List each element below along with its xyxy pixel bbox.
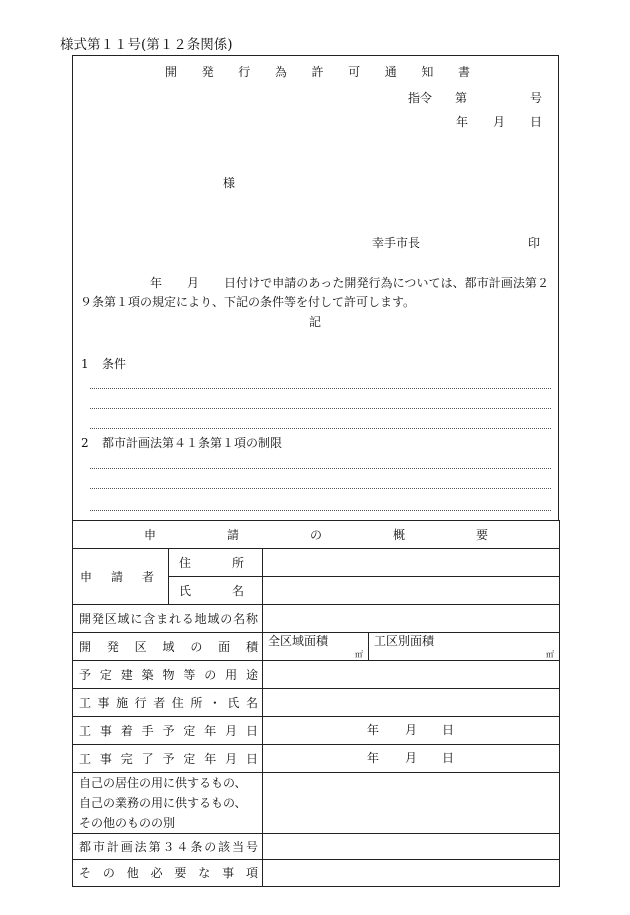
section-2-dotted-line (90, 488, 551, 489)
section-area-label: 工区別面積 (374, 634, 435, 648)
applicant-address-value (263, 549, 560, 577)
summary-header-row (73, 521, 560, 549)
contractor-row (73, 689, 560, 717)
section-2-number: 2 (81, 436, 89, 450)
addressee-honorific: 様 (223, 176, 236, 190)
article34-label: 都市計画法第３４条の該当号 (79, 839, 258, 854)
ki-heading: 記 (309, 315, 322, 329)
applicant-label: 申請者 (80, 569, 154, 584)
start-date-month: 月 (405, 723, 418, 737)
issue-date-year: 年 (456, 115, 469, 129)
applicant-address-row (73, 549, 560, 577)
section-area-unit: ㎡ (546, 650, 555, 659)
start-date-label-cell (73, 717, 263, 745)
area-name-label-cell (73, 605, 263, 633)
form-number: 様式第１１号(第１２条関係) (60, 37, 233, 53)
application-summary-table (72, 520, 560, 887)
building-use-label: 予定建築物等の用途 (79, 667, 258, 682)
section-1-number: 1 (81, 357, 89, 371)
completion-date-value (263, 745, 560, 773)
completion-date-day: 日 (442, 751, 455, 765)
article34-label-cell (73, 834, 263, 860)
contractor-label: 工事施行者住所・氏名 (79, 695, 258, 710)
total-area-cell (263, 633, 369, 661)
issuer-name: 幸手市長 (372, 236, 421, 250)
building-use-value (263, 661, 560, 689)
completion-date-label-cell (73, 745, 263, 773)
area-name-row (73, 605, 560, 633)
building-use-label-cell (73, 661, 263, 689)
use-category-value (263, 773, 560, 834)
body-line-2: ９条第１項の規定により、下記の条件等を付して許可します。 (80, 295, 416, 309)
area-size-label: 開発区域の面積 (79, 639, 258, 654)
completion-date-row (73, 745, 560, 773)
use-category-line-1: 自己の居住の用に供するもの、 (79, 776, 247, 790)
start-date-value (263, 717, 560, 745)
section-1-title: 条件 (102, 357, 127, 371)
use-category-line-2: 自己の業務の用に供するもの、 (79, 796, 247, 810)
start-date-day: 日 (442, 723, 455, 737)
use-category-line-3: その他のものの別 (79, 816, 176, 830)
use-category-label (73, 773, 262, 833)
name-label-cell (169, 577, 263, 605)
address-label-cell (169, 549, 263, 577)
issue-date-day: 日 (530, 115, 543, 129)
other-label: その他必要な事項 (79, 866, 258, 880)
area-size-label-cell (73, 633, 263, 661)
start-date-label: 工事着手予定年月日 (79, 723, 258, 738)
applicant-label-cell (73, 549, 169, 605)
start-date-year: 年 (367, 723, 380, 737)
area-size-row (73, 633, 560, 661)
other-value (263, 860, 560, 887)
directive-label: 指令 (408, 91, 433, 105)
other-label-cell (73, 860, 263, 887)
contractor-label-cell (73, 689, 263, 717)
completion-date-label: 工事完了予定年月日 (79, 751, 258, 766)
contractor-value (263, 689, 560, 717)
completion-date-month: 月 (405, 751, 418, 765)
address-label: 住所 (179, 555, 244, 570)
name-label: 氏名 (179, 583, 244, 598)
body-line-1: 日付けで申請のあった開発行為については、都市計画法第２ (224, 276, 549, 290)
start-date-row (73, 717, 560, 745)
article34-value (263, 834, 560, 860)
total-area-unit: ㎡ (355, 650, 363, 659)
use-category-row (73, 773, 560, 834)
body-year: 年 (150, 276, 163, 290)
area-name-value (263, 605, 560, 633)
use-category-label-cell (73, 773, 263, 834)
seal-mark: 印 (528, 236, 541, 250)
section-1-dotted-line (90, 388, 551, 389)
article34-row (73, 834, 560, 860)
section-2-dotted-line (90, 468, 551, 469)
number-suffix: 号 (530, 91, 543, 105)
completion-date-year: 年 (367, 751, 380, 765)
section-1-dotted-line (90, 408, 551, 409)
section-1-dotted-line (90, 428, 551, 429)
summary-header: 申請の概要 (144, 527, 489, 542)
applicant-name-value (263, 577, 560, 605)
other-row (73, 860, 560, 887)
summary-header-cell (73, 521, 560, 549)
section-2-dotted-line (90, 510, 551, 511)
number-prefix: 第 (455, 91, 468, 105)
body-month: 月 (187, 276, 200, 290)
section-2-title: 都市計画法第４１条第１項の制限 (102, 436, 283, 450)
building-use-row (73, 661, 560, 689)
total-area-label: 全区域面積 (268, 634, 329, 648)
section-area-cell (369, 633, 560, 661)
issue-date-month: 月 (493, 115, 506, 129)
document-title: 開発行為許可通知書 (165, 65, 470, 79)
area-name-label: 開発区域に含まれる地域の名称 (79, 611, 258, 626)
